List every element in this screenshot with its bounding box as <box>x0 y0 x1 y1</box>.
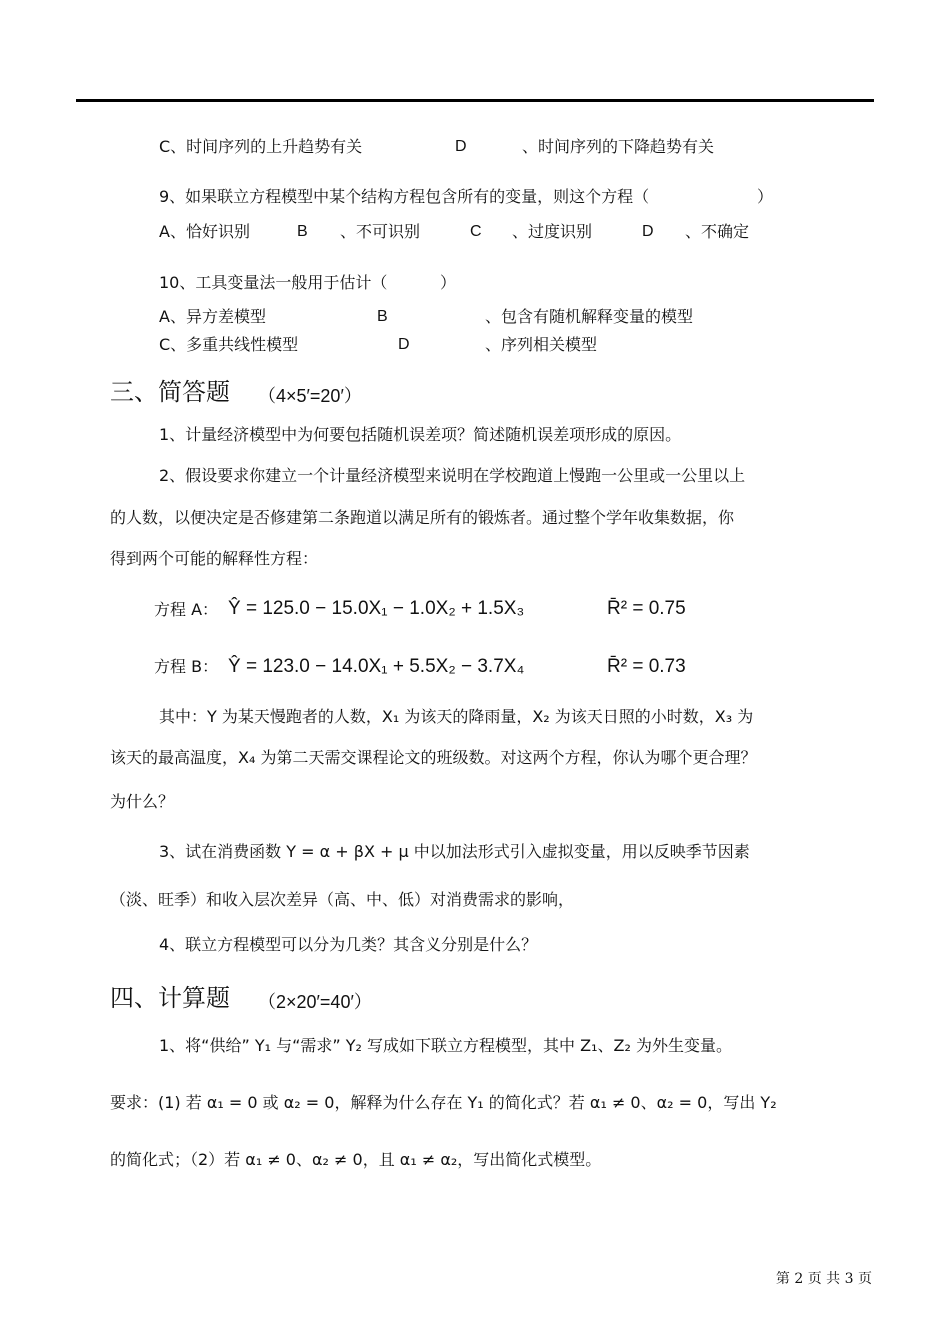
s3-q4: 4、联立方程模型可以分为几类？其含义分别是什么？ <box>159 935 538 954</box>
q9-option-c-text: 、过度识别 <box>512 222 593 241</box>
equation-a-label: 方程 A： <box>154 600 219 619</box>
q10-option-a: A、异方差模型 <box>159 307 266 326</box>
s3-q2-line1: 2、假设要求你建立一个计量经济模型来说明在学校跑道上慢跑一公里或一公里以上 <box>159 466 746 485</box>
equation-b-body: Ŷ = 123.0 − 14.0X₁ + 5.5X₂ − 3.7X₄ <box>228 656 525 677</box>
s3-q2-note2: 该天的最高温度，X₄ 为第二天需交课程论文的班级数。对这两个方程，你认为哪个更合理？ <box>110 748 757 767</box>
s3-q2-note3: 为什么？ <box>110 792 175 811</box>
section4-score: （2×20′=40′） <box>258 992 372 1012</box>
section3-score: （4×5′=20′） <box>258 386 362 406</box>
q9-option-c-letter: C <box>470 223 482 240</box>
equation-a-body: Ŷ = 125.0 − 15.0X₁ − 1.0X₂ + 1.5X₃ <box>228 598 525 619</box>
q10-option-b-text: 、包含有随机解释变量的模型 <box>485 307 694 326</box>
s4-q1-line3: 的简化式；（2）若 α₁ ≠ 0、α₂ ≠ 0，且 α₁ ≠ α₂，写出简化式模型。 <box>110 1150 602 1169</box>
q9-option-b-text: 、不可识别 <box>340 222 421 241</box>
q10-option-b-letter: B <box>377 308 388 325</box>
s3-q2-line2: 的人数，以便决定是否修建第二条跑道以满足所有的锻炼者。通过整个学年收集数据，你 <box>110 508 735 527</box>
s4-q1-line1: 1、将“供给” Y₁ 与“需求” Y₂ 写成如下联立方程模型，其中 Z₁、Z₂ 为外生变量。 <box>159 1036 732 1055</box>
q8-option-d-text: 、时间序列的下降趋势有关 <box>522 137 715 156</box>
q9-option-d-letter: D <box>642 223 654 240</box>
s3-q3-line2: （淡、旺季）和收入层次差异（高、中、低）对消费需求的影响， <box>110 890 575 909</box>
q9-option-a: A、恰好识别 <box>159 222 250 241</box>
section3-title: 三、简答题 <box>110 378 230 406</box>
q9-close-paren: ） <box>757 187 774 206</box>
q10-option-c: C、多重共线性模型 <box>159 335 299 354</box>
q8-option-d-letter: D <box>455 138 467 155</box>
s3-q2-line3: 得到两个可能的解释性方程： <box>110 549 319 568</box>
q10-option-d-letter: D <box>398 336 410 353</box>
q8-option-c: C、时间序列的上升趋势有关 <box>159 137 363 156</box>
q9-option-b-letter: B <box>297 223 308 240</box>
q9-stem: 9、如果联立方程模型中某个结构方程包含所有的变量，则这个方程（ <box>159 187 650 206</box>
header-rule <box>76 99 874 102</box>
q10-option-d-text: 、序列相关模型 <box>485 335 598 354</box>
s4-q1-line2: 要求：(1) 若 α₁ = 0 或 α₂ = 0，解释为什么存在 Y₁ 的简化式？若 α₁ ≠ 0、α₂ = 0，写出 Y₂ <box>110 1093 777 1112</box>
q9-option-d-text: 、不确定 <box>685 222 750 241</box>
s3-q2-note1: 其中：Y 为某天慢跑者的人数，X₁ 为该天的降雨量，X₂ 为该天日照的小时数，X₃ 为 <box>159 707 754 726</box>
s3-q1: 1、计量经济模型中为何要包括随机误差项？简述随机误差项形成的原因。 <box>159 425 682 444</box>
page-number: 第 2 页 共 3 页 <box>775 1271 872 1287</box>
equation-a-r2: R̄² = 0.75 <box>607 598 686 619</box>
q10-stem: 10、工具变量法一般用于估计（ <box>159 273 388 292</box>
equation-b-label: 方程 B： <box>154 657 219 676</box>
s3-q3-line1: 3、试在消费函数 Y = α + βX + μ 中以加法形式引入虚拟变量，用以反映季节因素 <box>159 842 750 861</box>
section4-title: 四、计算题 <box>110 984 230 1012</box>
equation-b-r2: R̄² = 0.73 <box>607 656 686 677</box>
q10-close-paren: ） <box>440 273 457 292</box>
